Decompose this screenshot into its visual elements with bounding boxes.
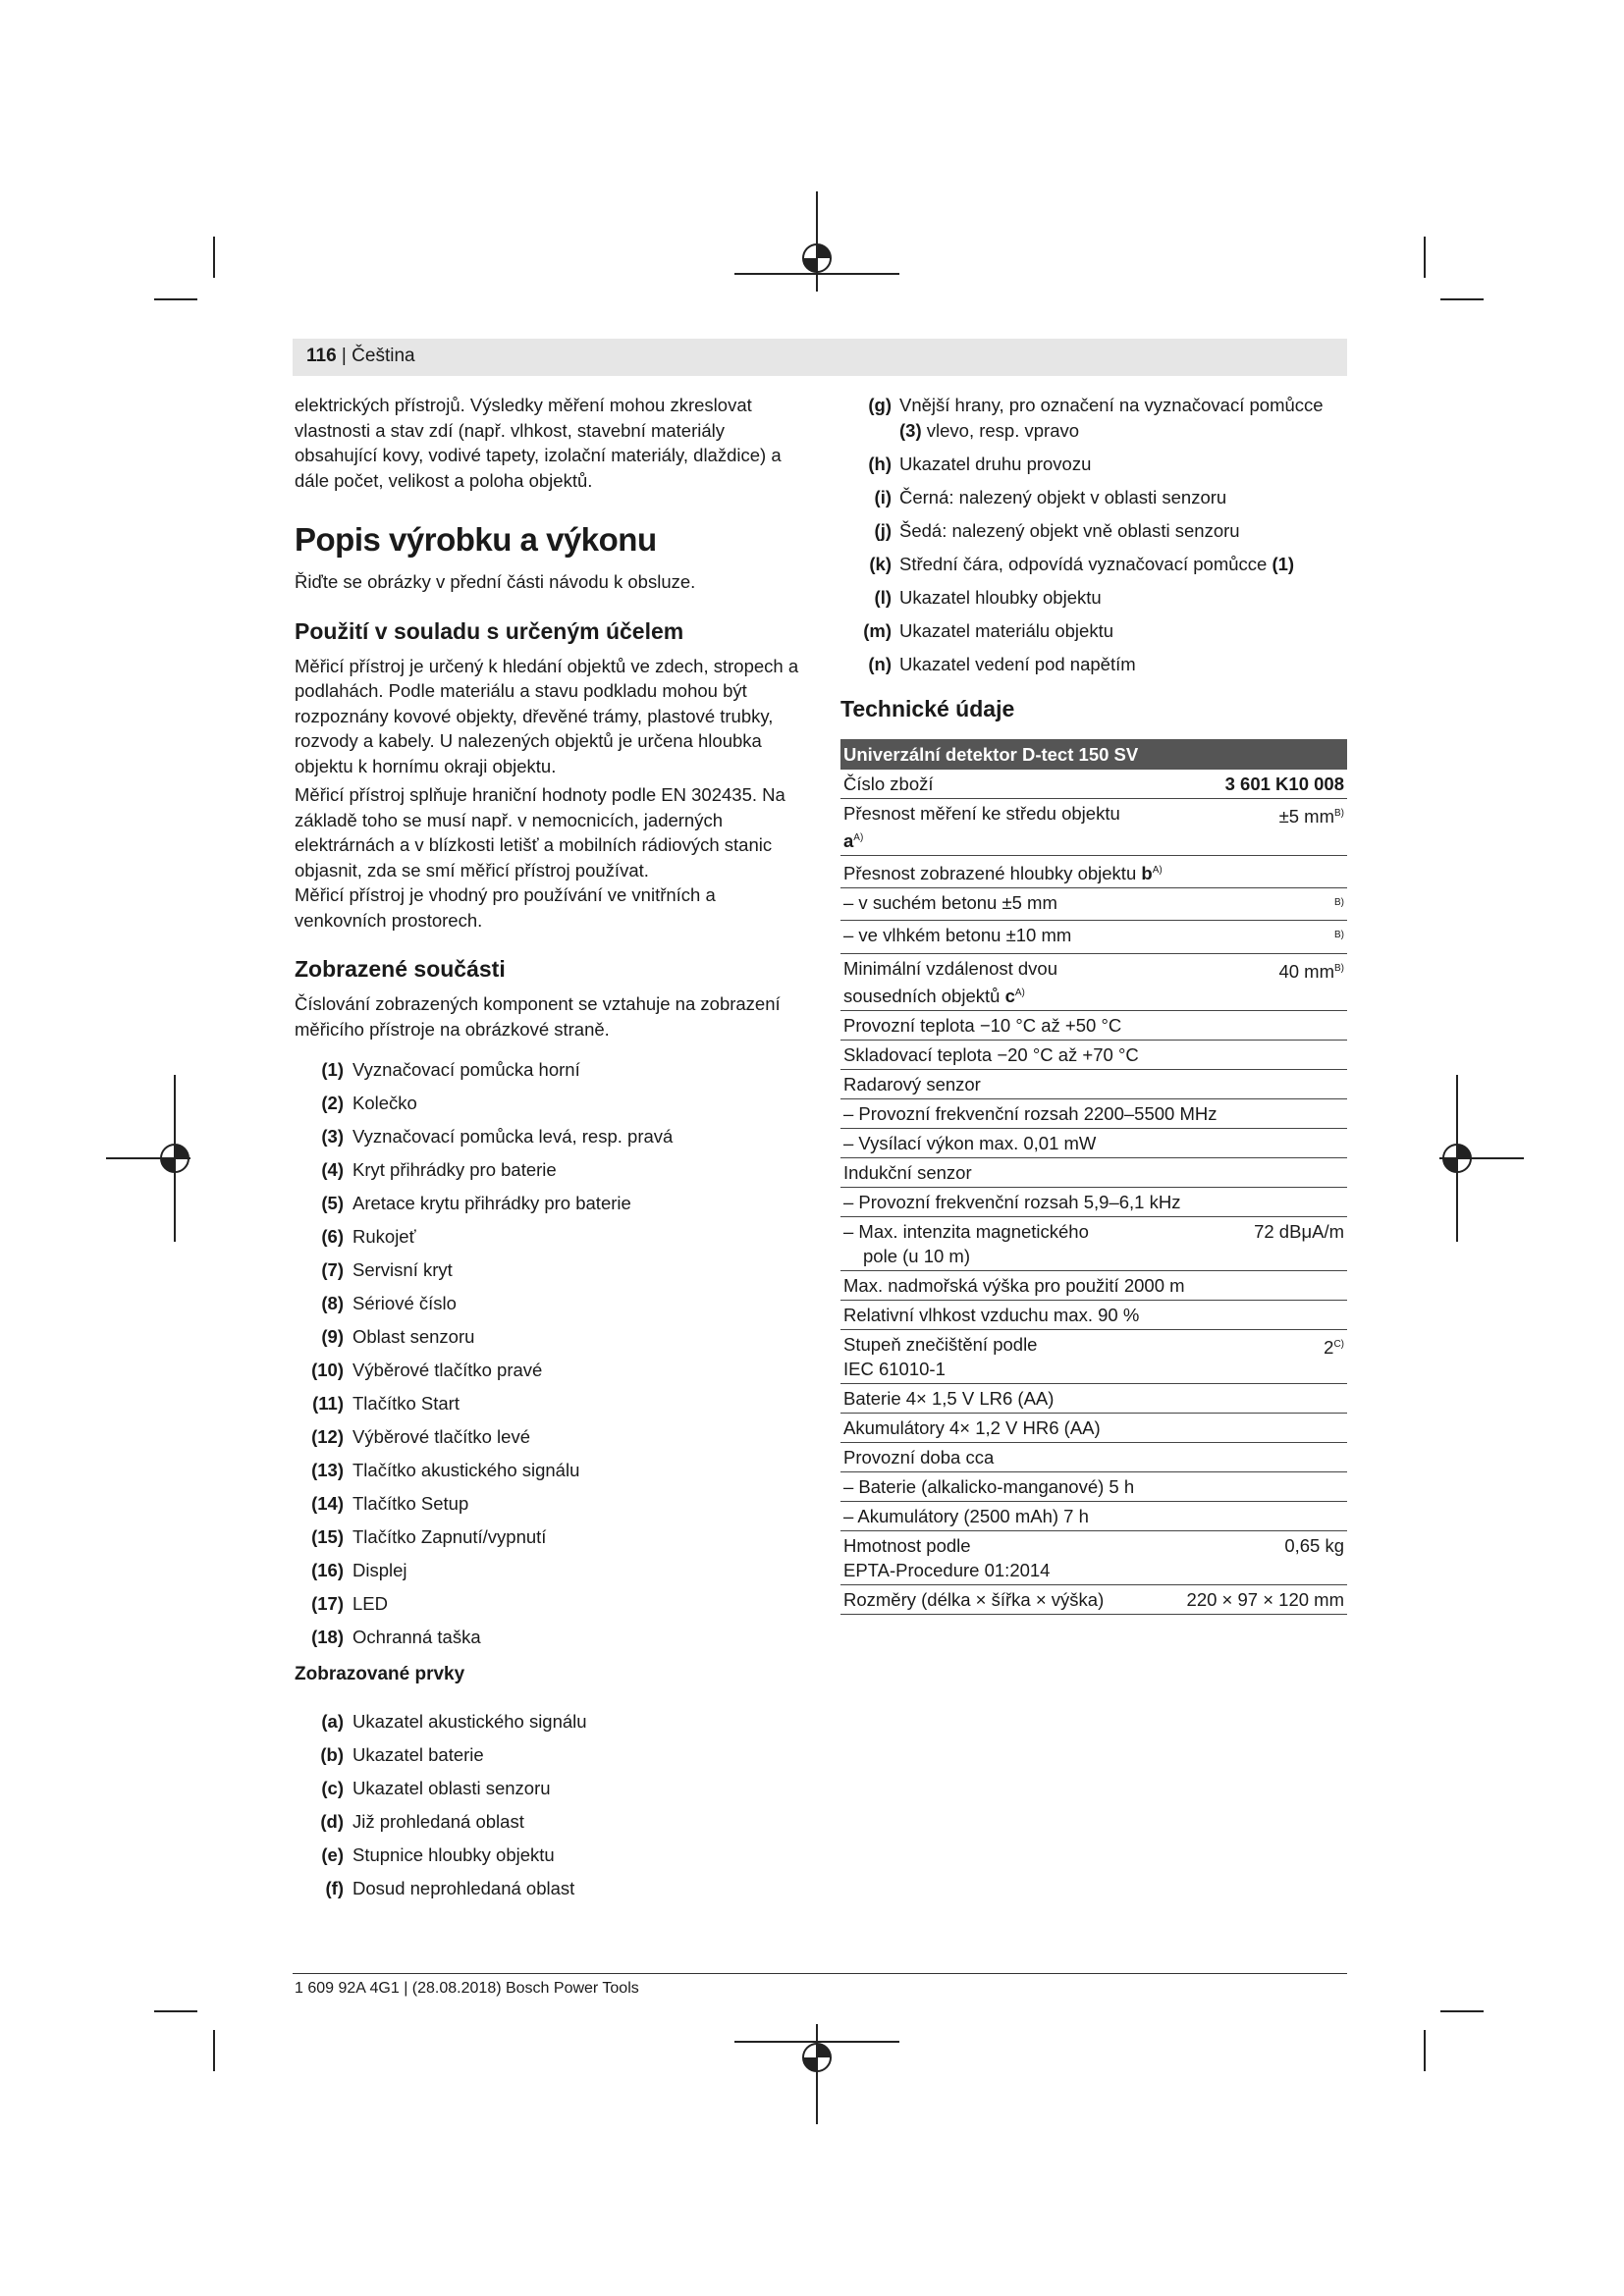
- row-label: – Akumulátory (2500 mAh) 7 h: [840, 1501, 1347, 1530]
- list-item: [840, 652, 1347, 677]
- item-text: Aretace krytu přihrádky pro baterie: [352, 1193, 631, 1214]
- item-number: (h): [868, 453, 892, 474]
- row-label: Provozní doba cca: [840, 1442, 1347, 1471]
- header-text: [306, 346, 415, 367]
- crop-mark: [213, 237, 215, 278]
- table-row: [840, 770, 1347, 799]
- row-value: 220 × 97 × 120 mm: [1141, 1584, 1347, 1614]
- item-text: Výběrové tlačítko pravé: [352, 1360, 543, 1381]
- header-language: Čeština: [352, 346, 415, 366]
- row-value: B): [1141, 888, 1347, 921]
- item-number: (k): [869, 553, 892, 574]
- list-item: [295, 1187, 805, 1220]
- technical-data-table: [840, 739, 1347, 1615]
- table-row: [840, 1040, 1347, 1069]
- list-item: [295, 1772, 805, 1805]
- list-item: [295, 1320, 805, 1354]
- item-number: (11): [312, 1393, 344, 1415]
- item-text: Šedá: nalezený objekt vně oblasti senzoru: [899, 519, 1240, 541]
- list-item: [295, 1587, 805, 1621]
- table-row: [840, 1098, 1347, 1128]
- right-column: [840, 393, 1347, 1615]
- row-value: B): [1141, 921, 1347, 953]
- row-label: Stupeň znečištění podle IEC 61010-1: [840, 1329, 1141, 1383]
- page-header: [293, 339, 1347, 376]
- list-item: [295, 1287, 805, 1320]
- item-number: (5): [321, 1193, 344, 1214]
- row-label: Skladovací teplota −20 °C až +70 °C: [840, 1040, 1347, 1069]
- list-item: [295, 1805, 805, 1839]
- item-text: Tlačítko Start: [352, 1393, 460, 1415]
- list-item: [840, 618, 1347, 644]
- item-text: Ukazatel oblasti senzoru: [352, 1778, 551, 1799]
- table-row: [840, 1010, 1347, 1040]
- item-text: Ukazatel druhu provozu: [899, 453, 1092, 474]
- item-text: Tlačítko Setup: [352, 1493, 469, 1515]
- item-number: (12): [311, 1426, 344, 1448]
- item-number: (9): [321, 1326, 344, 1348]
- row-label: Baterie 4× 1,5 V LR6 (AA): [840, 1383, 1347, 1413]
- table-row: [840, 1069, 1347, 1098]
- item-number: (16): [311, 1560, 344, 1581]
- table-row: [840, 1383, 1347, 1413]
- footer-text: 1 609 92A 4G1 | (28.08.2018) Bosch Power Tools: [295, 1980, 639, 1997]
- row-label: – Vysílací výkon max. 0,01 mW: [840, 1128, 1347, 1157]
- item-text: Kolečko: [352, 1093, 417, 1114]
- item-text: Střední čára, odpovídá vyznačovací pomůcce (1): [899, 553, 1295, 574]
- registration-mark-left-icon: [106, 1075, 190, 1242]
- row-label: Indukční senzor: [840, 1157, 1347, 1187]
- list-item: [295, 1872, 805, 1905]
- intro-paragraph: elektrických přístrojů. Výsledky měření mohou zkreslovat vlastnosti a stav zdí (např. vlhkost, stavební materiály obsahující kovy, vodivé tapety, izolační materiály, dlaždice) a dále počet, velikost a poloha objektů.: [295, 395, 782, 491]
- list-item: [840, 393, 1347, 443]
- section-title: Popis výrobku a výkonu: [295, 521, 657, 558]
- row-label: Radarový senzor: [840, 1069, 1347, 1098]
- table-row: [840, 856, 1347, 888]
- list-item: [295, 1420, 805, 1454]
- registration-mark-bottom-icon: [734, 2024, 899, 2124]
- section-text: Řiďte se obrázky v přední části návodu k obsluze.: [295, 571, 696, 592]
- row-value: ±5 $mm^{B)}$: [1141, 799, 1347, 856]
- registration-mark-top-icon: [734, 191, 899, 292]
- item-text: Ukazatel hloubky objektu: [899, 586, 1102, 608]
- table-row: [840, 888, 1347, 921]
- item-text: Rukojeť: [352, 1226, 416, 1248]
- row-label: – Provozní frekvenční rozsah 5,9–6,1 kHz: [840, 1187, 1347, 1216]
- item-number: (b): [320, 1744, 344, 1766]
- row-label: – Baterie (alkalicko-manganové) 5 h: [840, 1471, 1347, 1501]
- item-number: (17): [311, 1593, 344, 1615]
- components-title: Zobrazené součásti: [295, 956, 506, 982]
- item-number: (3): [321, 1126, 344, 1148]
- list-item: [295, 1053, 805, 1087]
- item-text: Kryt přihrádky pro baterie: [352, 1159, 557, 1181]
- item-number: (10): [311, 1360, 344, 1381]
- row-value: 40 $mm^{B)}$: [1141, 953, 1347, 1010]
- item-text: Ukazatel akustického signálu: [352, 1711, 587, 1733]
- crop-mark: [1424, 2030, 1426, 2071]
- row-label: Provozní teplota −10 °C až +50 °C: [840, 1010, 1347, 1040]
- item-number: (8): [321, 1293, 344, 1314]
- header-separator: |: [336, 346, 352, 366]
- item-text: Vyznačovací pomůcka levá, resp. pravá: [352, 1126, 674, 1148]
- list-item: [295, 1521, 805, 1554]
- item-text: Displej: [352, 1560, 407, 1581]
- item-text: Tlačítko Zapnutí/vypnutí: [352, 1526, 547, 1548]
- table-row: [840, 1530, 1347, 1584]
- item-text: Oblast senzoru: [352, 1326, 475, 1348]
- item-number: (d): [320, 1811, 344, 1833]
- item-number: (a): [321, 1711, 344, 1733]
- row-value: 72 dBμA/m: [1141, 1216, 1347, 1270]
- item-number: (18): [311, 1627, 344, 1648]
- row-label: – v suchém betonu ±5 mm: [840, 888, 1141, 921]
- item-text: Vnější hrany, pro označení na vyznačovací pomůcce (3) vlevo, resp. vpravo: [899, 395, 1324, 441]
- item-text: Tlačítko akustického signálu: [352, 1460, 580, 1481]
- list-item: [295, 1454, 805, 1487]
- intended-use-paragraph-2: Měřicí přístroj splňuje hraniční hodnoty podle EN 302435. Na základě toho se musí např. v nemocnicích, jaderných elektrárnách a v blízkosti letišť a mobilních rádiových stanic objasnit, zda se smí měřicí přístroj používat.: [295, 784, 785, 881]
- list-item: [840, 552, 1347, 577]
- item-text: Sériové číslo: [352, 1293, 457, 1314]
- display-elements-list-continued: [840, 393, 1347, 676]
- crop-mark: [1424, 237, 1426, 278]
- item-text: Výběrové tlačítko levé: [352, 1426, 530, 1448]
- item-text: LED: [352, 1593, 388, 1615]
- table-row: [840, 1501, 1347, 1530]
- row-label: Přesnost zobrazené hloubky objektu $b^{A)}$: [840, 856, 1347, 888]
- crop-mark: [1440, 298, 1484, 300]
- technical-data-title: Technické údaje: [840, 696, 1015, 721]
- row-label: Hmotnost podle EPTA-Procedure 01:2014: [840, 1530, 1141, 1584]
- intended-use-paragraph-1: Měřicí přístroj je určený k hledání objektů ve zdech, stropech a podlahách. Podle materiálu a stavu podkladu mohou být rozpoznány kovové objekty, dřevěné trámy, plastové trubky, rozvody a kabely. U nalezených objektů je určena hloubka objektu k hornímu okraji objektu.: [295, 655, 799, 776]
- row-label: – ve vlhkém betonu ±10 mm: [840, 921, 1141, 953]
- row-label: Přesnost měření ke středu objektu $a^{A)}$: [840, 799, 1141, 856]
- item-number: (l): [874, 586, 892, 608]
- item-number: (1): [321, 1059, 344, 1081]
- list-item: [295, 1387, 805, 1420]
- item-text: Vyznačovací pomůcka horní: [352, 1059, 580, 1081]
- item-number: (14): [311, 1493, 344, 1515]
- list-item: [295, 1738, 805, 1772]
- list-item: [840, 585, 1347, 611]
- row-value: $2^{C)}$: [1141, 1329, 1347, 1383]
- list-item: [295, 1254, 805, 1287]
- item-number: (2): [321, 1093, 344, 1114]
- left-column: [295, 393, 805, 1905]
- list-item: [295, 1554, 805, 1587]
- item-number: (g): [868, 395, 892, 415]
- table-row: [840, 1187, 1347, 1216]
- registration-mark-right-icon: [1439, 1075, 1524, 1242]
- table-header-row: [840, 739, 1347, 770]
- item-number: (6): [321, 1226, 344, 1248]
- item-number: (13): [311, 1460, 344, 1481]
- list-item: [295, 1120, 805, 1153]
- crop-mark: [213, 2030, 215, 2071]
- list-item: [295, 1839, 805, 1872]
- table-title: Univerzální detektor D-tect 150 SV: [840, 739, 1347, 770]
- display-elements-title: Zobrazované prvky: [295, 1664, 465, 1684]
- list-item: [295, 1487, 805, 1521]
- list-item: [295, 1153, 805, 1187]
- list-item: [295, 1354, 805, 1387]
- list-item: [295, 1621, 805, 1654]
- list-item: [295, 1087, 805, 1120]
- item-number: (j): [874, 519, 892, 541]
- item-number: (c): [321, 1778, 344, 1799]
- item-text: Již prohledaná oblast: [352, 1811, 524, 1833]
- list-item: [840, 452, 1347, 477]
- list-item: [840, 518, 1347, 544]
- row-label: Minimální vzdálenost dvou sousedních objektů $c^{A)}$: [840, 953, 1141, 1010]
- item-text: Ukazatel vedení pod napětím: [899, 653, 1136, 674]
- list-item: [840, 485, 1347, 510]
- table-row: [840, 1270, 1347, 1300]
- table-row: [840, 1216, 1347, 1270]
- item-number: (i): [874, 486, 892, 507]
- table-row: [840, 921, 1347, 953]
- intended-use-title: Použití v souladu s určeným účelem: [295, 617, 684, 644]
- item-text: Ukazatel baterie: [352, 1744, 484, 1766]
- row-label: Rozměry (délka × šířka × výška): [840, 1584, 1141, 1614]
- item-number: (15): [311, 1526, 344, 1548]
- display-elements-list: [295, 1705, 805, 1905]
- row-label: Číslo zboží: [840, 770, 1141, 799]
- table-row: [840, 1157, 1347, 1187]
- item-text: Stupnice hloubky objektu: [352, 1844, 555, 1866]
- item-text: Ochranná taška: [352, 1627, 481, 1648]
- table-row: [840, 1442, 1347, 1471]
- page-number: 116: [306, 346, 337, 366]
- table-row: [840, 953, 1347, 1010]
- row-value: 0,65 kg: [1141, 1530, 1347, 1584]
- table-row: [840, 1471, 1347, 1501]
- item-number: (f): [325, 1878, 344, 1899]
- row-label: Relativní vlhkost vzduchu max. 90 %: [840, 1300, 1347, 1329]
- table-row: [840, 1584, 1347, 1614]
- table-row: [840, 799, 1347, 856]
- item-number: (e): [321, 1844, 344, 1866]
- list-item: [295, 1705, 805, 1738]
- item-number: (4): [321, 1159, 344, 1181]
- item-number: (n): [868, 653, 892, 674]
- components-text: Číslování zobrazených komponent se vztahuje na zobrazení měřicího přístroje na obrázkové straně.: [295, 993, 781, 1040]
- crop-mark: [154, 2010, 197, 2012]
- crop-mark: [154, 298, 197, 300]
- row-label: Max. nadmořská výška pro použití 2000 m: [840, 1270, 1347, 1300]
- table-row: [840, 1300, 1347, 1329]
- table-row: [840, 1413, 1347, 1442]
- table-row: [840, 1329, 1347, 1383]
- item-text: Servisní kryt: [352, 1259, 453, 1281]
- row-label: – Max. intenzita magnetického pole (u 10 m): [840, 1216, 1141, 1270]
- item-text: Ukazatel materiálu objektu: [899, 619, 1113, 641]
- row-label: Akumulátory 4× 1,2 V HR6 (AA): [840, 1413, 1347, 1442]
- footer-divider: [293, 1973, 1347, 1974]
- table-row: [840, 1128, 1347, 1157]
- item-text: Černá: nalezený objekt v oblasti senzoru: [899, 486, 1227, 507]
- list-item: [295, 1220, 805, 1254]
- item-number: (7): [321, 1259, 344, 1281]
- row-value: 3 601 K10 008: [1141, 770, 1347, 799]
- row-label: – Provozní frekvenční rozsah 2200–5500 MHz: [840, 1098, 1347, 1128]
- item-text: Dosud neprohledaná oblast: [352, 1878, 575, 1899]
- intended-use-paragraph-3: Měřicí přístroj je vhodný pro používání ve vnitřních a venkovních prostorech.: [295, 884, 716, 931]
- components-list: [295, 1053, 805, 1654]
- item-number: (m): [863, 619, 892, 641]
- crop-mark: [1440, 2010, 1484, 2012]
